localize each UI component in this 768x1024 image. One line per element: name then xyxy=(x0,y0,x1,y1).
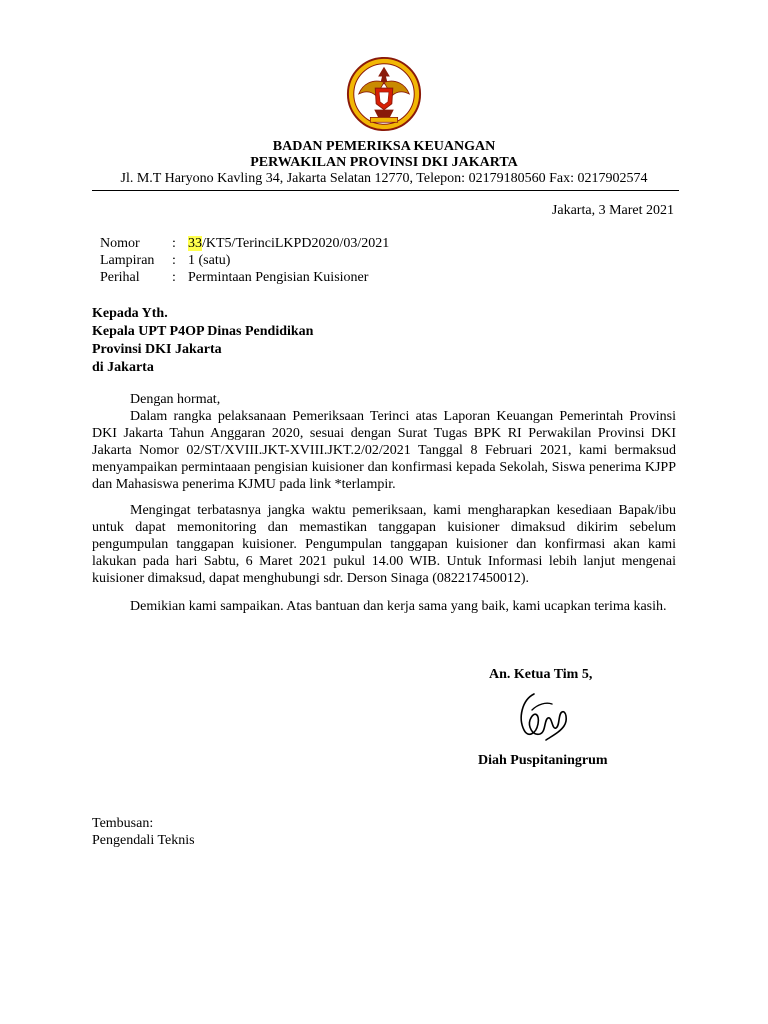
meta-colon: : xyxy=(172,270,176,285)
recipient-line: di Jakarta xyxy=(92,360,154,375)
letterhead-divider xyxy=(92,190,679,191)
body-paragraph-2: Mengingat terbatasnya jangka waktu pemeriksaan, kami mengharapkan kesediaan Bapak/ibu untuk dapat memonitoring dan memastikan tanggapan kuisioner dimaksud dikirim sebelum pengumpulan tanggapan kuisioner. Pengumpulan tanggapan kuisioner dan konfirmasi akan kami lakukan pada hari Sabtu, 6 Maret 2021 pukul 14.00 WIB. Untuk Informasi lebih lanjut mengenai kuisioner dimaksud, dapat menghubungi sdr. Derson Sinaga (082217450012). xyxy=(92,503,676,586)
letter-meta xyxy=(100,235,389,286)
body-paragraph-3: Demikian kami sampaikan. Atas bantuan dan kerja sama yang baik, kami ucapkan terima kasih. xyxy=(130,599,667,614)
meta-colon: : xyxy=(172,253,176,268)
recipient-line: Kepala UPT P4OP Dinas Pendidikan xyxy=(92,324,314,339)
meta-label: Perihal xyxy=(100,270,140,285)
recipient-line: Kepada Yth. xyxy=(92,306,168,321)
letter-date: Jakarta, 3 Maret 2021 xyxy=(551,203,674,218)
meta-row-perihal xyxy=(100,269,389,286)
meta-value: Permintaan Pengisian Kuisioner xyxy=(188,270,369,285)
meta-value-rest: /KT5/TerinciLKPD2020/03/2021 xyxy=(202,236,390,251)
letterhead-org: BADAN PEMERIKSA KEUANGAN xyxy=(272,139,496,154)
signature-title: An. Ketua Tim 5, xyxy=(489,667,593,682)
recipient-block xyxy=(92,305,313,377)
letterhead-address: Jl. M.T Haryono Kavling 34, Jakarta Selatan 12770, Telepon: 02179180560 Fax: 0217902574 xyxy=(120,171,648,186)
cc-block xyxy=(92,815,195,849)
garuda-emblem-icon xyxy=(345,55,423,133)
highlighted-number: 33 xyxy=(188,236,202,251)
cc-item: Pengendali Teknis xyxy=(92,833,195,848)
body-paragraph-1: Dalam rangka pelaksanaan Pemeriksaan Terinci atas Laporan Keuangan Pemerintah Provinsi DKI Jakarta Tahun Anggaran 2020, sesuai dengan Surat Tugas BPK RI Perwakilan Provinsi DKI Jakarta Nomor 02/ST/XVIII.JKT-XVIII.JKT.2/02/2021 Tanggal 8 Februari 2021, kami bermaksud menyampaikan permintaaan pengisian kuisioner dan konfirmasi kepada Sekolah, Siswa penerima KJPP dan Mahasiswa penerima KJMU pada link *terlampir. xyxy=(92,409,676,492)
greeting: Dengan hormat, xyxy=(130,392,221,407)
signatory-name: Diah Puspitaningrum xyxy=(478,753,608,768)
meta-colon: : xyxy=(172,236,176,251)
signature-scribble-icon xyxy=(512,690,572,748)
meta-value xyxy=(188,235,389,252)
meta-label: Nomor xyxy=(100,236,140,251)
meta-row-nomor xyxy=(100,235,389,252)
letterhead-unit: PERWAKILAN PROVINSI DKI JAKARTA xyxy=(250,155,518,170)
meta-label: Lampiran xyxy=(100,253,155,268)
cc-label: Tembusan: xyxy=(92,816,154,831)
recipient-line: Provinsi DKI Jakarta xyxy=(92,342,222,357)
meta-value: 1 (satu) xyxy=(188,253,231,268)
meta-row-lampiran xyxy=(100,252,389,269)
